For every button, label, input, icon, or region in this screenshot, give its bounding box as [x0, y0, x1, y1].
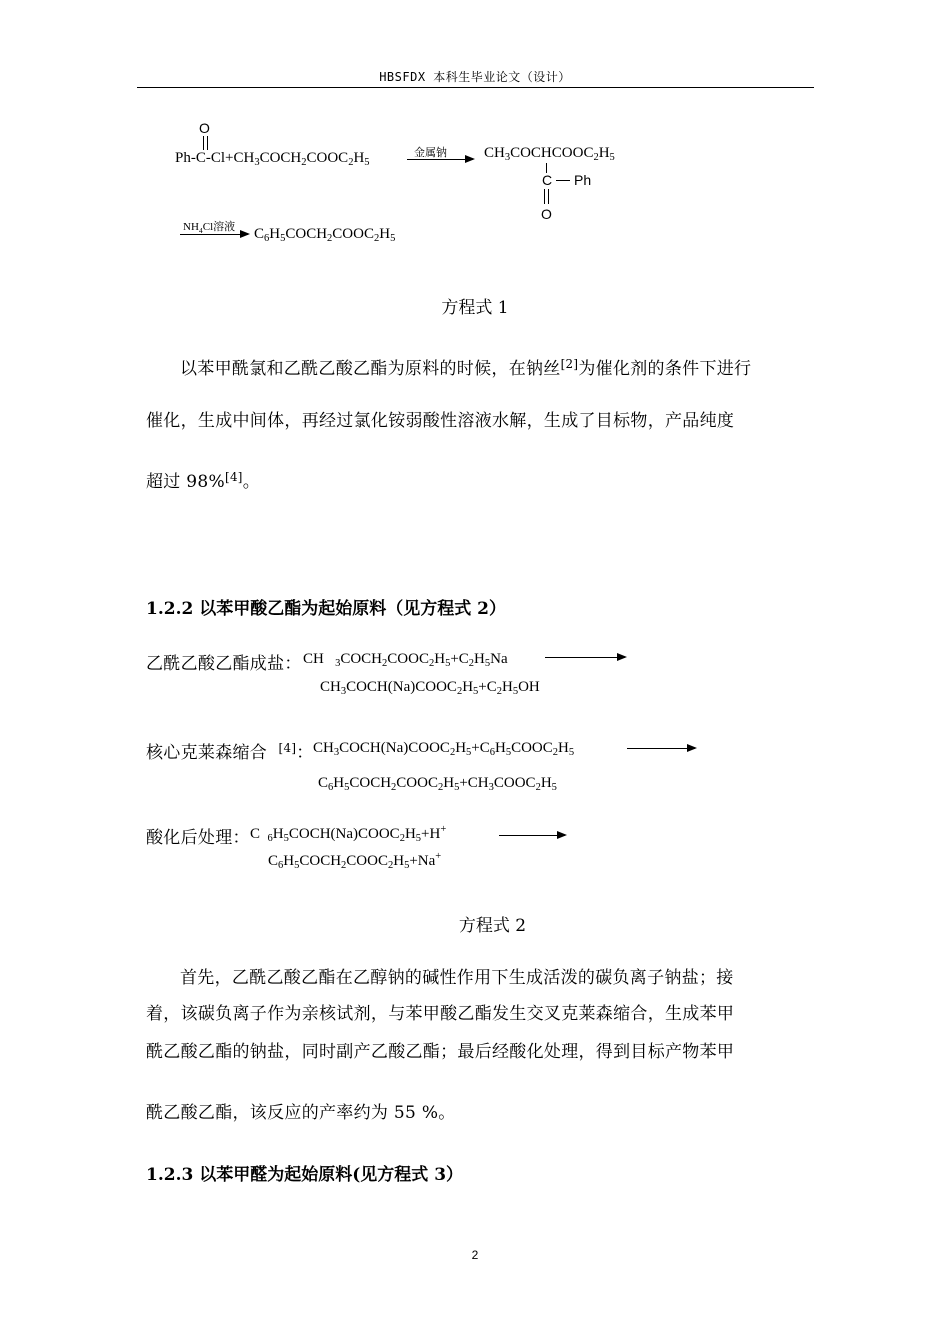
equation-2-step-1 — [146, 649, 302, 674]
page-header: HBSFDX 本科生毕业论文（设计） — [379, 70, 571, 84]
equation-1-caption: 方程式 1 — [441, 298, 509, 318]
bond-to-phenyl — [556, 180, 570, 181]
step-1-reactants: CH $_3COCH_2COOC_2H_5+C_2H_5Na$ — [303, 651, 508, 669]
branch-double-bond-right — [548, 189, 549, 204]
paragraph-2-line-3: 酰乙酸乙酯的钠盐，同时副产乙酸乙酯；最后经酸化处理，得到目标产物苯甲 — [146, 1042, 735, 1062]
carbonyl-oxygen: O — [199, 120, 210, 136]
step-3-products: $C_6H_5COCH_2COOC_2H_5+Na^+$ — [268, 851, 442, 871]
header-rule — [137, 87, 814, 88]
step-3-reactants: C $_6H_5COCH(Na)COOC_2H_5+H^+$ — [250, 824, 447, 844]
section-heading-1-2-3: 1.2.3 以苯甲醛为起始原料(见方程式 3） — [146, 1165, 464, 1185]
double-bond-left — [203, 136, 204, 150]
step-1-products: $CH_3COCH(Na)COOC_2H_5+C_2H_5OH$ — [320, 679, 540, 697]
step-1-label: 乙酰乙酸乙酯成盐： — [146, 654, 302, 674]
paragraph-2-line-1: 首先，乙酰乙酸乙酯在乙醇钠的碱性作用下生成活泼的碳负离子钠盐；接 — [180, 968, 734, 988]
reaction-arrow-1 — [407, 159, 473, 160]
double-bond-right — [207, 136, 208, 150]
paragraph-1-line-1: 以苯甲酰氯和乙酰乙酸乙酯为原料的时候，在钠丝[2]为催化剂的条件下进行 — [180, 357, 752, 379]
reaction-condition-1: 金属钠 — [414, 147, 447, 159]
reaction-arrow-2 — [180, 234, 248, 235]
paragraph-1-line-2: 催化，生成中间体，再经过氯化铵弱酸性溶液水解，生成了目标物，产品纯度 — [146, 411, 735, 431]
step-2-products: $C_6H_5COCH_2COOC_2H_5+CH_3COOC_2H_5$ — [318, 775, 557, 793]
branch-oxygen: O — [541, 206, 552, 222]
reaction-condition-2: $NH_4Cl$溶液 — [183, 221, 236, 235]
final-product-1: $C_6H_5COCH_2COOC_2H_5$ — [254, 226, 396, 244]
branch-phenyl: Ph — [574, 172, 592, 188]
section-heading-1-2-2: 1.2.2 以苯甲酸乙酯为起始原料（见方程式 2） — [146, 599, 506, 619]
product-1: $CH_3COCHCOOC_2H_5$ — [484, 145, 615, 163]
step-3-label: 酸化后处理： — [146, 828, 250, 848]
branch-carbon: C — [542, 172, 553, 188]
paragraph-2-line-4: 酰乙酸乙酯，该反应的产率约为 55 %。 — [146, 1103, 456, 1123]
step-1-arrow — [545, 657, 625, 658]
branch-double-bond-left — [544, 189, 545, 204]
paragraph-1-line-3: 超过 98%[4]。 — [146, 470, 261, 492]
step-2-arrow — [627, 748, 695, 749]
step-2-reactants: $CH_3COCH(Na)COOC_2H_5+C_6H_5COOC_2H_5$ — [313, 740, 575, 758]
reactant-1: $Ph-C-Cl+CH_3COCH_2COOC_2H_5$ — [175, 150, 370, 168]
paragraph-2-line-2: 着，该碳负离子作为亲核试剂，与苯甲酸乙酯发生交叉克莱森缩合，生成苯甲 — [146, 1004, 735, 1024]
step-2-label: 核心克莱森缩合 [4]： — [146, 741, 314, 763]
step-3-arrow — [499, 835, 565, 836]
equation-2-caption: 方程式 2 — [458, 916, 527, 936]
page-number: 2 — [471, 1248, 479, 1262]
